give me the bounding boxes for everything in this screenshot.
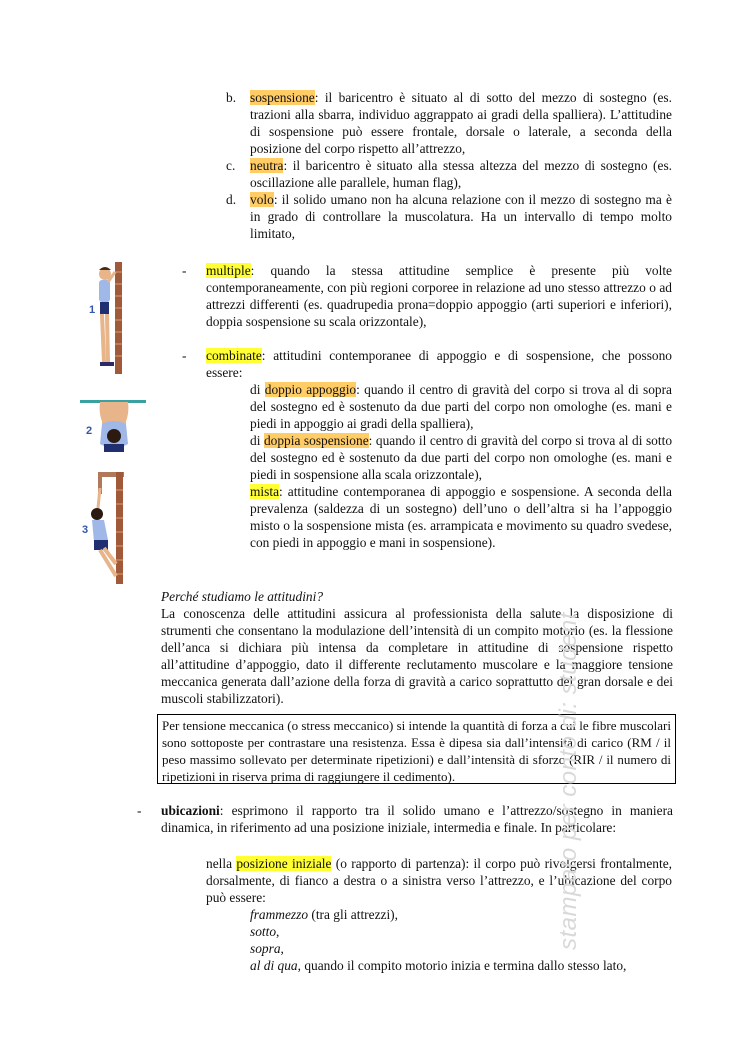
text-sospensione: : il baricentro è situato al di sotto del mezzo di sostegno (es. trazioni alla sbarra, individuo aggrappato ai gradi della spalliera). L’attitudine di sospensione può essere frontale, dorsale o laterale, a seconda della posizione del corpo rispetto all’attrezzo, (250, 90, 672, 156)
paragraph-multiple (206, 262, 672, 330)
attitudini-illustration (78, 258, 148, 590)
paragraph-doppio-appoggio (250, 381, 672, 432)
prefix-doppia-sospensione: di (250, 433, 264, 448)
section-heading-perche: Perché studiamo le attitudini? (161, 589, 324, 604)
dash-multiple: - (182, 263, 187, 278)
ubicazione-text: , quando il compito motorio inizia e termina dallo stesso lato, (297, 958, 627, 973)
term-doppia-sospensione: doppia sospensione (263, 433, 369, 448)
list-marker-d: d. (226, 192, 237, 207)
text-combinate: : attitudini contemporanee di appoggio e di sospensione, che possono essere: (206, 348, 672, 380)
figure-2-label: 2 (86, 425, 93, 437)
term-mista: mista (250, 484, 280, 499)
paragraph-combinate (206, 347, 672, 381)
figure-1-hanging (99, 262, 122, 374)
prefix-doppio-appoggio: di (250, 382, 265, 397)
paragraph-posizione-iniziale (206, 855, 672, 906)
paragraph-mista (250, 483, 672, 551)
ubicazione-term: sotto (250, 924, 277, 939)
note-text: Per tensione meccanica (o stress meccanico) si intende la quantità di forza a cui le fibre muscolari sono sottoposte per contrastare una resistenza. Essa è dipesa sia dall’intensità di carico (RM / il peso massimo sollevato per determinate ripetizioni) e dall’intensità di sforzo (RIR / il numero di ripetizioni in riserva prima di raggiungere il cedimento). (162, 718, 671, 784)
term-volo: volo (250, 192, 274, 207)
prefix-posizione-iniziale: nella (206, 856, 237, 871)
paragraph-sospensione (250, 89, 672, 157)
ubicazione-list (250, 906, 672, 974)
term-combinate: combinate (206, 348, 262, 363)
paragraph-ubicazioni (161, 802, 673, 836)
ubicazione-item (250, 957, 672, 974)
watermark: stampato per conto di: student (555, 612, 582, 950)
term-neutra: neutra (250, 158, 284, 173)
text-neutra: : il baricentro è situato alla stessa altezza del mezzo di sostegno (es. oscillazione alle parallele, human flag), (250, 158, 672, 190)
term-doppio-appoggio: doppio appoggio (264, 382, 357, 397)
ubicazione-term: frammezzo (250, 907, 309, 922)
paragraph-neutra (250, 157, 672, 191)
ubicazione-item (250, 940, 672, 957)
term-ubicazioni: ubicazioni (161, 803, 220, 818)
text-multiple: : quando la stessa attitudine semplice è presente più volte contemporaneamente, con più regioni corporee in relazione ad uno stesso attrezzo o ad attrezzi differenti (es. quadrupedia prona=doppio appoggio (arti superiori e inferiori), doppia sospensione su scala orizzontale), (206, 263, 672, 329)
ubicazione-text: , (280, 941, 284, 956)
paragraph-perche: La conoscenza delle attitudini assicura al professionista della salute la disposizione di strumenti che consentano la modulazione dell’intensità di un compito motorio (es. la flessione dell’anca si dichiara più intensa da completare in attitudine di sospensione rispetto all’attitudine d’appoggio, dato il differente reclutamento muscolare e la maggiore tensione meccanica generata dall’azione della forza di gravità a carico soprattutto del gran dorsale e dei muscoli stabilizzatori). (161, 606, 673, 706)
term-multiple: multiple (206, 263, 251, 278)
text-posizione-iniziale: (o rapporto di partenza): il corpo può rivolgersi frontalmente, dorsalmente, di fianco a destra o a sinistra verso l’attrezzo, e l’ubicazione del corpo può essere: (206, 856, 672, 905)
figure-3-mixed (91, 472, 124, 584)
term-sospensione: sospensione (250, 90, 315, 105)
term-posizione-iniziale: posizione iniziale (236, 856, 332, 871)
text-mista: : attitudine contemporanea di appoggio e sospensione. A seconda della prevalenza (saldezza di un sostegno) dell’uno o dell’altra si ha l’appoggio misto o la sospensione mista (es. arrampicata e movimento su quadro svedese, con piedi in appoggio e mani in sospensione). (250, 484, 672, 550)
ubicazione-item (250, 923, 672, 940)
ubicazione-term: sopra (250, 941, 281, 956)
dash-ubicazioni: - (137, 803, 142, 818)
text-ubicazioni: : esprimono il rapporto tra il solido umano e l’attrezzo/sostegno in maniera dinamica, in riferimento ad una posizione iniziale, intermedia e finale. In particolare: (161, 803, 673, 835)
list-marker-b: b. (226, 90, 237, 105)
note-box-tensione (157, 714, 676, 784)
paragraph-volo (250, 191, 672, 242)
figure-3-label: 3 (82, 524, 89, 536)
list-marker-c: c. (226, 158, 236, 173)
ubicazione-item (250, 906, 672, 923)
dash-combinate: - (182, 348, 187, 363)
ubicazione-text: (tra gli attrezzi), (308, 907, 398, 922)
text-doppio-appoggio: : quando il centro di gravità del corpo si trova al di sopra del sostegno ed è sostenuto da due parti del corpo non omologhe (es. mani e piedi in appoggio ai gradi della spalliera), (250, 382, 672, 431)
paragraph-doppia-sospensione (250, 432, 672, 483)
figure-1-label: 1 (89, 304, 96, 316)
ubicazione-term: al di qua (250, 958, 298, 973)
text-doppia-sospensione: : quando il centro di gravità del corpo si trova al di sotto del sostegno ed è sostenuto da due parti del corpo non omologhe (es. mani e piedi in sospensione alla scala orizzontale), (250, 433, 673, 482)
ubicazione-text: , (276, 924, 280, 939)
text-volo: : il solido umano non ha alcuna relazione con il mezzo di sostegno ma è in grado di controllare la muscolatura. Ha un intervallo di tempo molto limitato, (250, 192, 672, 241)
